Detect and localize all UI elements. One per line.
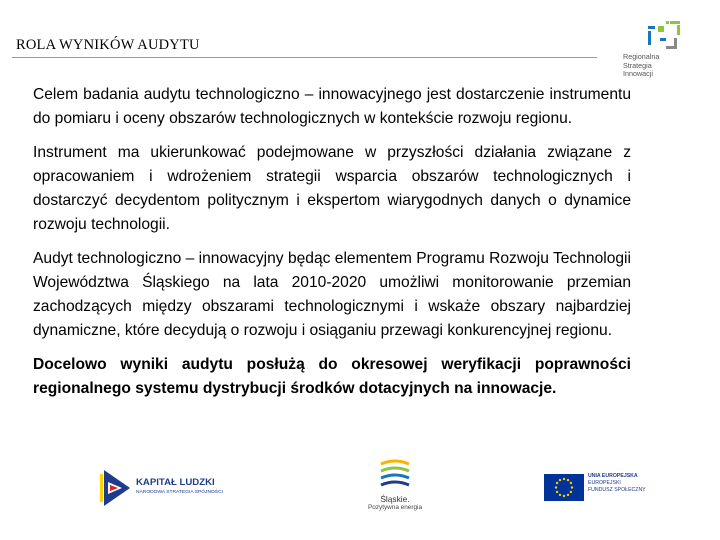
ue-line: EUROPEJSKI — [588, 480, 621, 486]
paragraph-conclusion: Docelowo wyniki audytu posłużą do okresowej weryfikacji poprawności regionalnego systemu dystrybucji środków dotacyjnych na innowacje. — [33, 356, 631, 397]
rsi-logo-line: Innowacji — [623, 69, 653, 79]
paragraph-instrument: Instrument ma ukierunkować podejmowane w przyszłości działania związane z opracowaniem i wdrożeniem strategii wsparcia obszarów technologicznych i dostarczyć decydentom politycznym i ekspertom wiarygodnych danych o dynamice rozwoju technologii. — [33, 144, 631, 233]
ue-line: FUNDUSZ SPOŁECZNY — [588, 487, 646, 493]
page-title: ROLA WYNIKÓW AUDYTU — [16, 37, 200, 53]
rsi-logo-icon — [646, 18, 686, 54]
slaskie-name: Śląskie. — [380, 494, 410, 504]
paragraph-goal: Celem badania audytu technologiczno – innowacyjnego jest dostarczenie instrumentu do pomiaru i oceny obszarów technologicznych w kontekście rozwoju regionu. — [33, 86, 631, 127]
slaskie-swoosh-icon — [378, 456, 412, 492]
kapital-ludzki-subtitle: NARODOWA STRATEGIA SPÓJNOŚCI — [136, 490, 223, 495]
slaskie-logo — [360, 456, 430, 516]
kapital-ludzki-name: KAPITAŁ LUDZKI — [136, 477, 215, 488]
rsi-logo-line: Regionalna — [623, 52, 660, 61]
title-divider — [12, 57, 597, 58]
unia-europejska-logo — [540, 470, 646, 504]
ue-line: UNIA EUROPEJSKA — [588, 473, 638, 479]
kapital-ludzki-logo — [100, 468, 230, 508]
rsi-logo-line: Strategia — [623, 60, 652, 70]
kapital-ludzki-icon — [100, 468, 134, 508]
regionalna-strategia-innowacji-logo — [620, 18, 700, 84]
slaskie-slogan: Pozytywna energia — [368, 504, 422, 511]
eu-flag-icon — [544, 474, 584, 501]
content-body — [33, 83, 631, 411]
paragraph-audit: Audyt technologiczno – innowacyjny będąc elementem Programu Rozwoju Technologii Województwa Śląskiego na lata 2010-2020 umożliwi monitorowanie przemian zachodzących między obszarami technologicznymi i wskaże obszary najbardziej dynamiczne, które decydują o rozwoju i osiąganiu przewagi konkurencyjnej regionu. — [33, 250, 631, 339]
